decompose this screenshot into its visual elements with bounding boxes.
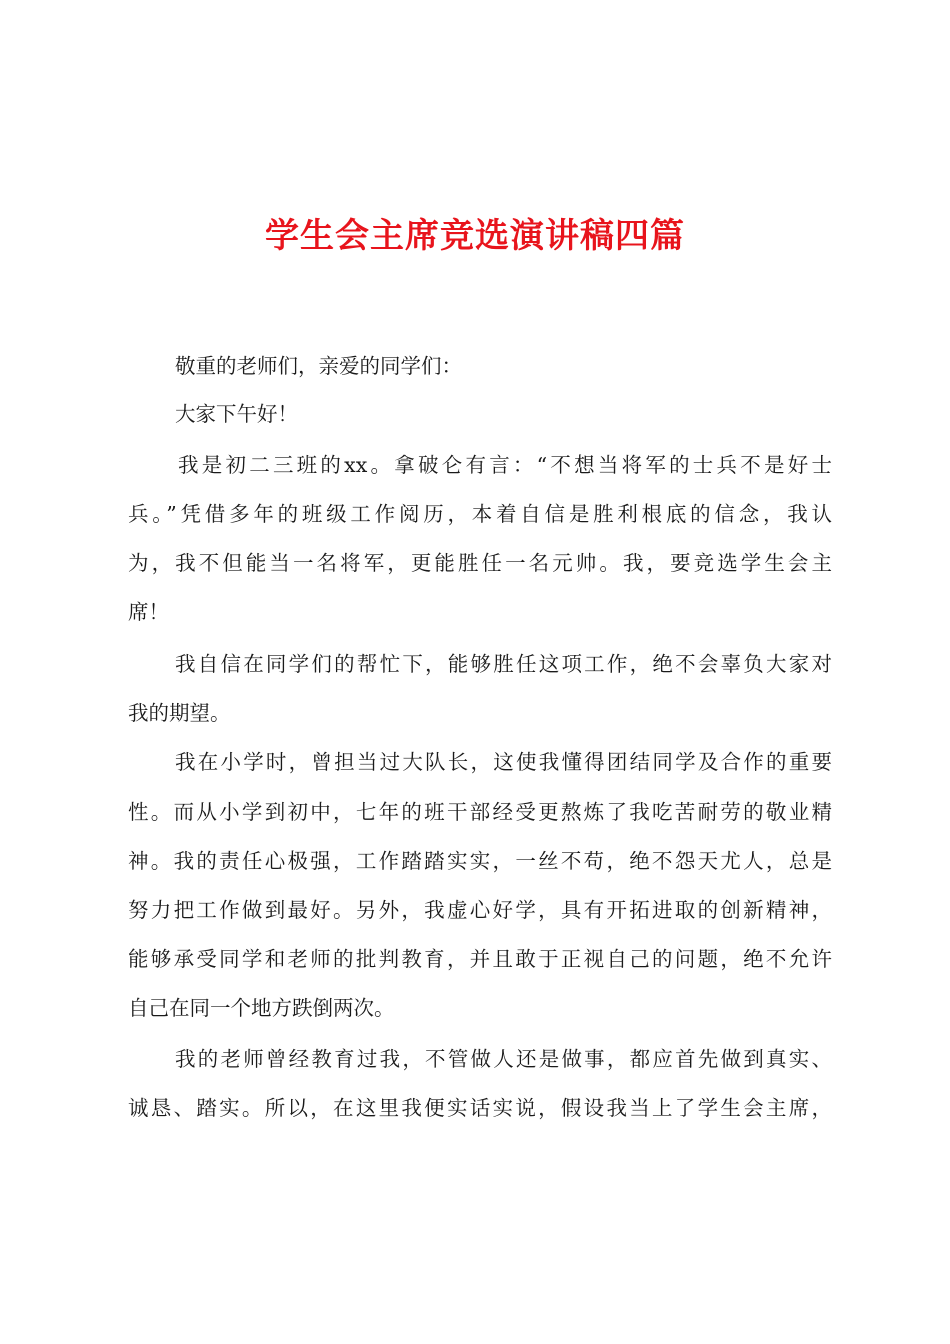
paragraph-line: 诚恳、踏实。所以，在这里我便实话实说，假设我当上了学生会主席，: [128, 1096, 832, 1120]
paragraph-line: 我是初二三班的xx。拿破仑有言：“不想当将军的士兵不是好士: [178, 453, 832, 477]
greeting-line: 敬重的老师们，亲爱的同学们：: [175, 354, 462, 378]
paragraph-line: 能够承受同学和老师的批判教育，并且敢于正视自己的问题，绝不允许: [128, 947, 832, 971]
paragraph-line: 我自信在同学们的帮忙下，能够胜任这项工作，绝不会辜负大家对: [175, 652, 832, 676]
paragraph-line: 性。而从小学到初中，七年的班干部经受更熬炼了我吃苦耐劳的敬业精: [128, 800, 832, 824]
paragraph-line: 为，我不但能当一名将军，更能胜任一名元帅。我，要竞选学生会主: [128, 551, 832, 575]
paragraph-line: 兵。”凭借多年的班级工作阅历，本着自信是胜利根底的信念，我认: [128, 502, 832, 526]
salutation-line: 大家下午好！: [175, 402, 298, 426]
paragraph-line: 我的期望。: [128, 701, 231, 725]
paragraph-line: 神。我的责任心极强，工作踏踏实实，一丝不苟，绝不怨天尤人，总是: [128, 849, 832, 873]
paragraph-line: 努力把工作做到最好。另外，我虚心好学，具有开拓进取的创新精神，: [128, 898, 832, 922]
document-title: 学生会主席竞选演讲稿四篇: [265, 216, 685, 256]
paragraph-line: 我的老师曾经教育过我，不管做人还是做事，都应首先做到真实、: [175, 1047, 832, 1071]
paragraph-line: 我在小学时，曾担当过大队长，这使我懂得团结同学及合作的重要: [175, 750, 832, 774]
paragraph-line: 席！: [128, 600, 169, 624]
paragraph-line: 自己在同一个地方跌倒两次。: [128, 996, 395, 1020]
